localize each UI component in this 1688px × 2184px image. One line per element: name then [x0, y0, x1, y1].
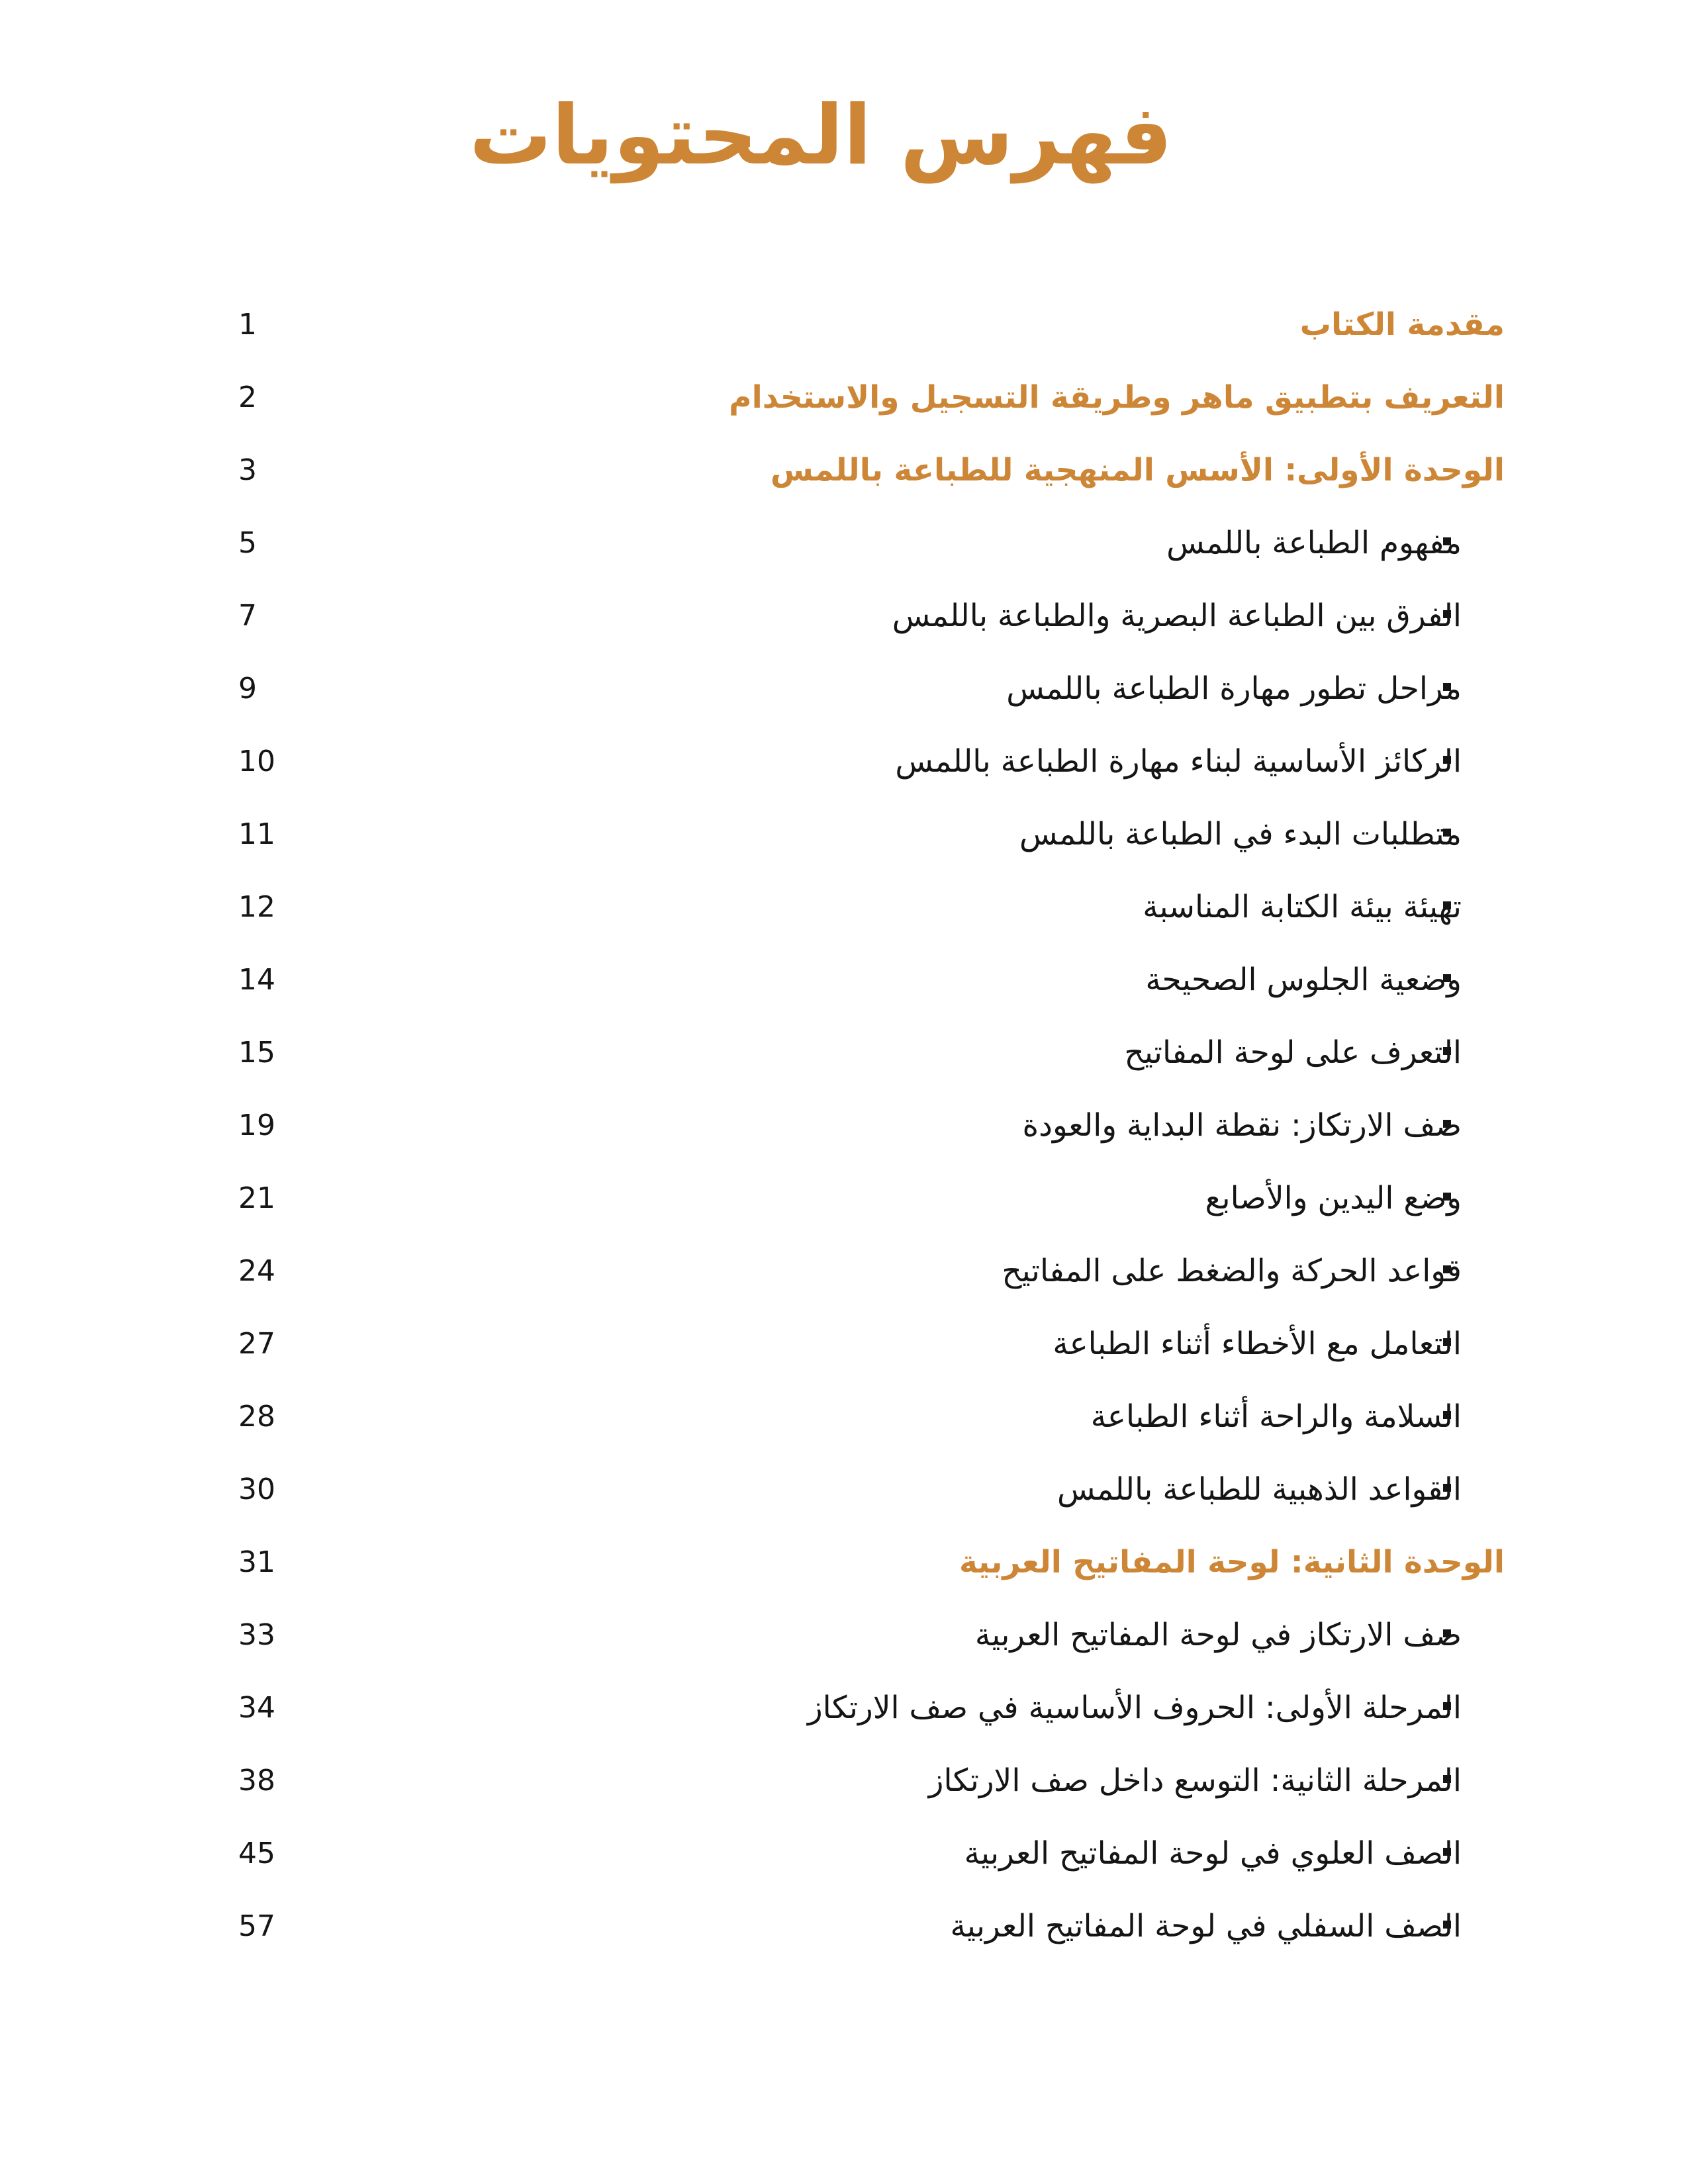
- page-number: 3: [238, 453, 257, 487]
- page-number: 28: [238, 1400, 275, 1433]
- toc-heading-text: التعريف بتطبيق ماهر وطريقة التسجيل والاستخدام: [729, 379, 1505, 416]
- page-number: 9: [238, 672, 257, 705]
- toc-item-text: الصف العلوي في لوحة المفاتيح العربية: [964, 1835, 1462, 1872]
- page-title: فهرس المحتويات: [469, 88, 1173, 183]
- toc-item-row[interactable]: [0, 1599, 1688, 1672]
- toc-item-text: مفهوم الطباعة باللمس: [1166, 525, 1462, 561]
- toc-heading-text: الوحدة الثانية: لوحة المفاتيح العربية: [959, 1544, 1505, 1580]
- toc-item-row[interactable]: [0, 1308, 1688, 1381]
- page-number: 57: [238, 1909, 275, 1943]
- page-number: 10: [238, 745, 275, 778]
- toc-item-text: التعامل مع الأخطاء أثناء الطباعة: [1053, 1326, 1462, 1362]
- toc-item-row[interactable]: [0, 1381, 1688, 1453]
- page-number: 30: [238, 1473, 275, 1506]
- page-number: 21: [238, 1181, 275, 1215]
- table-of-contents: [0, 289, 1688, 1963]
- toc-heading-row[interactable]: [0, 361, 1688, 434]
- toc-item-text: الصف السفلي في لوحة المفاتيح العربية: [950, 1908, 1462, 1944]
- toc-item-text: تهيئة بيئة الكتابة المناسبة: [1143, 889, 1462, 925]
- toc-heading-row[interactable]: [0, 289, 1688, 361]
- toc-item-text: الركائز الأساسية لبناء مهارة الطباعة باللمس: [895, 743, 1462, 780]
- page-number: 7: [238, 599, 257, 633]
- toc-item-text: قواعد الحركة والضغط على المفاتيح: [1002, 1253, 1462, 1289]
- toc-item-row[interactable]: [0, 725, 1688, 798]
- toc-item-row[interactable]: [0, 1017, 1688, 1089]
- toc-item-text: القواعد الذهبية للطباعة باللمس: [1057, 1471, 1462, 1508]
- toc-item-row[interactable]: [0, 1162, 1688, 1235]
- toc-item-text: وضع اليدين والأصابع: [1205, 1180, 1462, 1216]
- toc-item-row[interactable]: [0, 798, 1688, 871]
- page-number: 1: [238, 308, 257, 341]
- toc-item-text: المرحلة الثانية: التوسع داخل صف الارتكاز: [928, 1762, 1462, 1799]
- toc-item-row[interactable]: [0, 653, 1688, 725]
- toc-item-text: التعرف على لوحة المفاتيح: [1124, 1034, 1462, 1071]
- page-number: 14: [238, 963, 275, 997]
- toc-item-row[interactable]: [0, 580, 1688, 653]
- toc-item-row[interactable]: [0, 1817, 1688, 1890]
- toc-heading-row[interactable]: [0, 434, 1688, 507]
- toc-item-row[interactable]: [0, 944, 1688, 1017]
- page-number: 45: [238, 1837, 275, 1870]
- page-number: 5: [238, 526, 257, 560]
- toc-item-row[interactable]: [0, 1672, 1688, 1745]
- toc-item-text: السلامة والراحة أثناء الطباعة: [1090, 1398, 1462, 1435]
- toc-item-row[interactable]: [0, 1089, 1688, 1162]
- page-number: 31: [238, 1545, 275, 1579]
- toc-heading-text: مقدمة الكتاب: [1299, 306, 1505, 343]
- toc-item-row[interactable]: [0, 507, 1688, 580]
- page-number: 33: [238, 1618, 275, 1652]
- toc-item-row[interactable]: [0, 1745, 1688, 1817]
- page-number: 24: [238, 1254, 275, 1288]
- toc-item-row[interactable]: [0, 1453, 1688, 1526]
- toc-heading-text: الوحدة الأولى: الأسس المنهجية للطباعة باللمس: [770, 452, 1505, 488]
- toc-item-row[interactable]: [0, 1235, 1688, 1308]
- toc-item-text: صف الارتكاز: نقطة البداية والعودة: [1022, 1107, 1462, 1144]
- toc-item-text: صف الارتكاز في لوحة المفاتيح العربية: [974, 1617, 1462, 1653]
- page-number: 34: [238, 1691, 275, 1725]
- toc-item-text: وضعية الجلوس الصحيحة: [1145, 962, 1462, 998]
- toc-item-text: متطلبات البدء في الطباعة باللمس: [1019, 816, 1462, 852]
- toc-item-text: مراحل تطور مهارة الطباعة باللمس: [1006, 670, 1462, 707]
- toc-item-row[interactable]: [0, 1890, 1688, 1963]
- toc-item-row[interactable]: [0, 871, 1688, 944]
- page-number: 11: [238, 817, 275, 851]
- toc-item-text: الفرق بين الطباعة البصرية والطباعة باللمس: [892, 598, 1462, 634]
- page-number: 19: [238, 1109, 275, 1142]
- page-number: 27: [238, 1327, 275, 1361]
- toc-item-text: المرحلة الأولى: الحروف الأساسية في صف الارتكاز: [807, 1690, 1462, 1726]
- page-number: 15: [238, 1036, 275, 1069]
- page-number: 2: [238, 381, 257, 414]
- page-number: 12: [238, 890, 275, 924]
- page-number: 38: [238, 1764, 275, 1797]
- toc-heading-row[interactable]: [0, 1526, 1688, 1599]
